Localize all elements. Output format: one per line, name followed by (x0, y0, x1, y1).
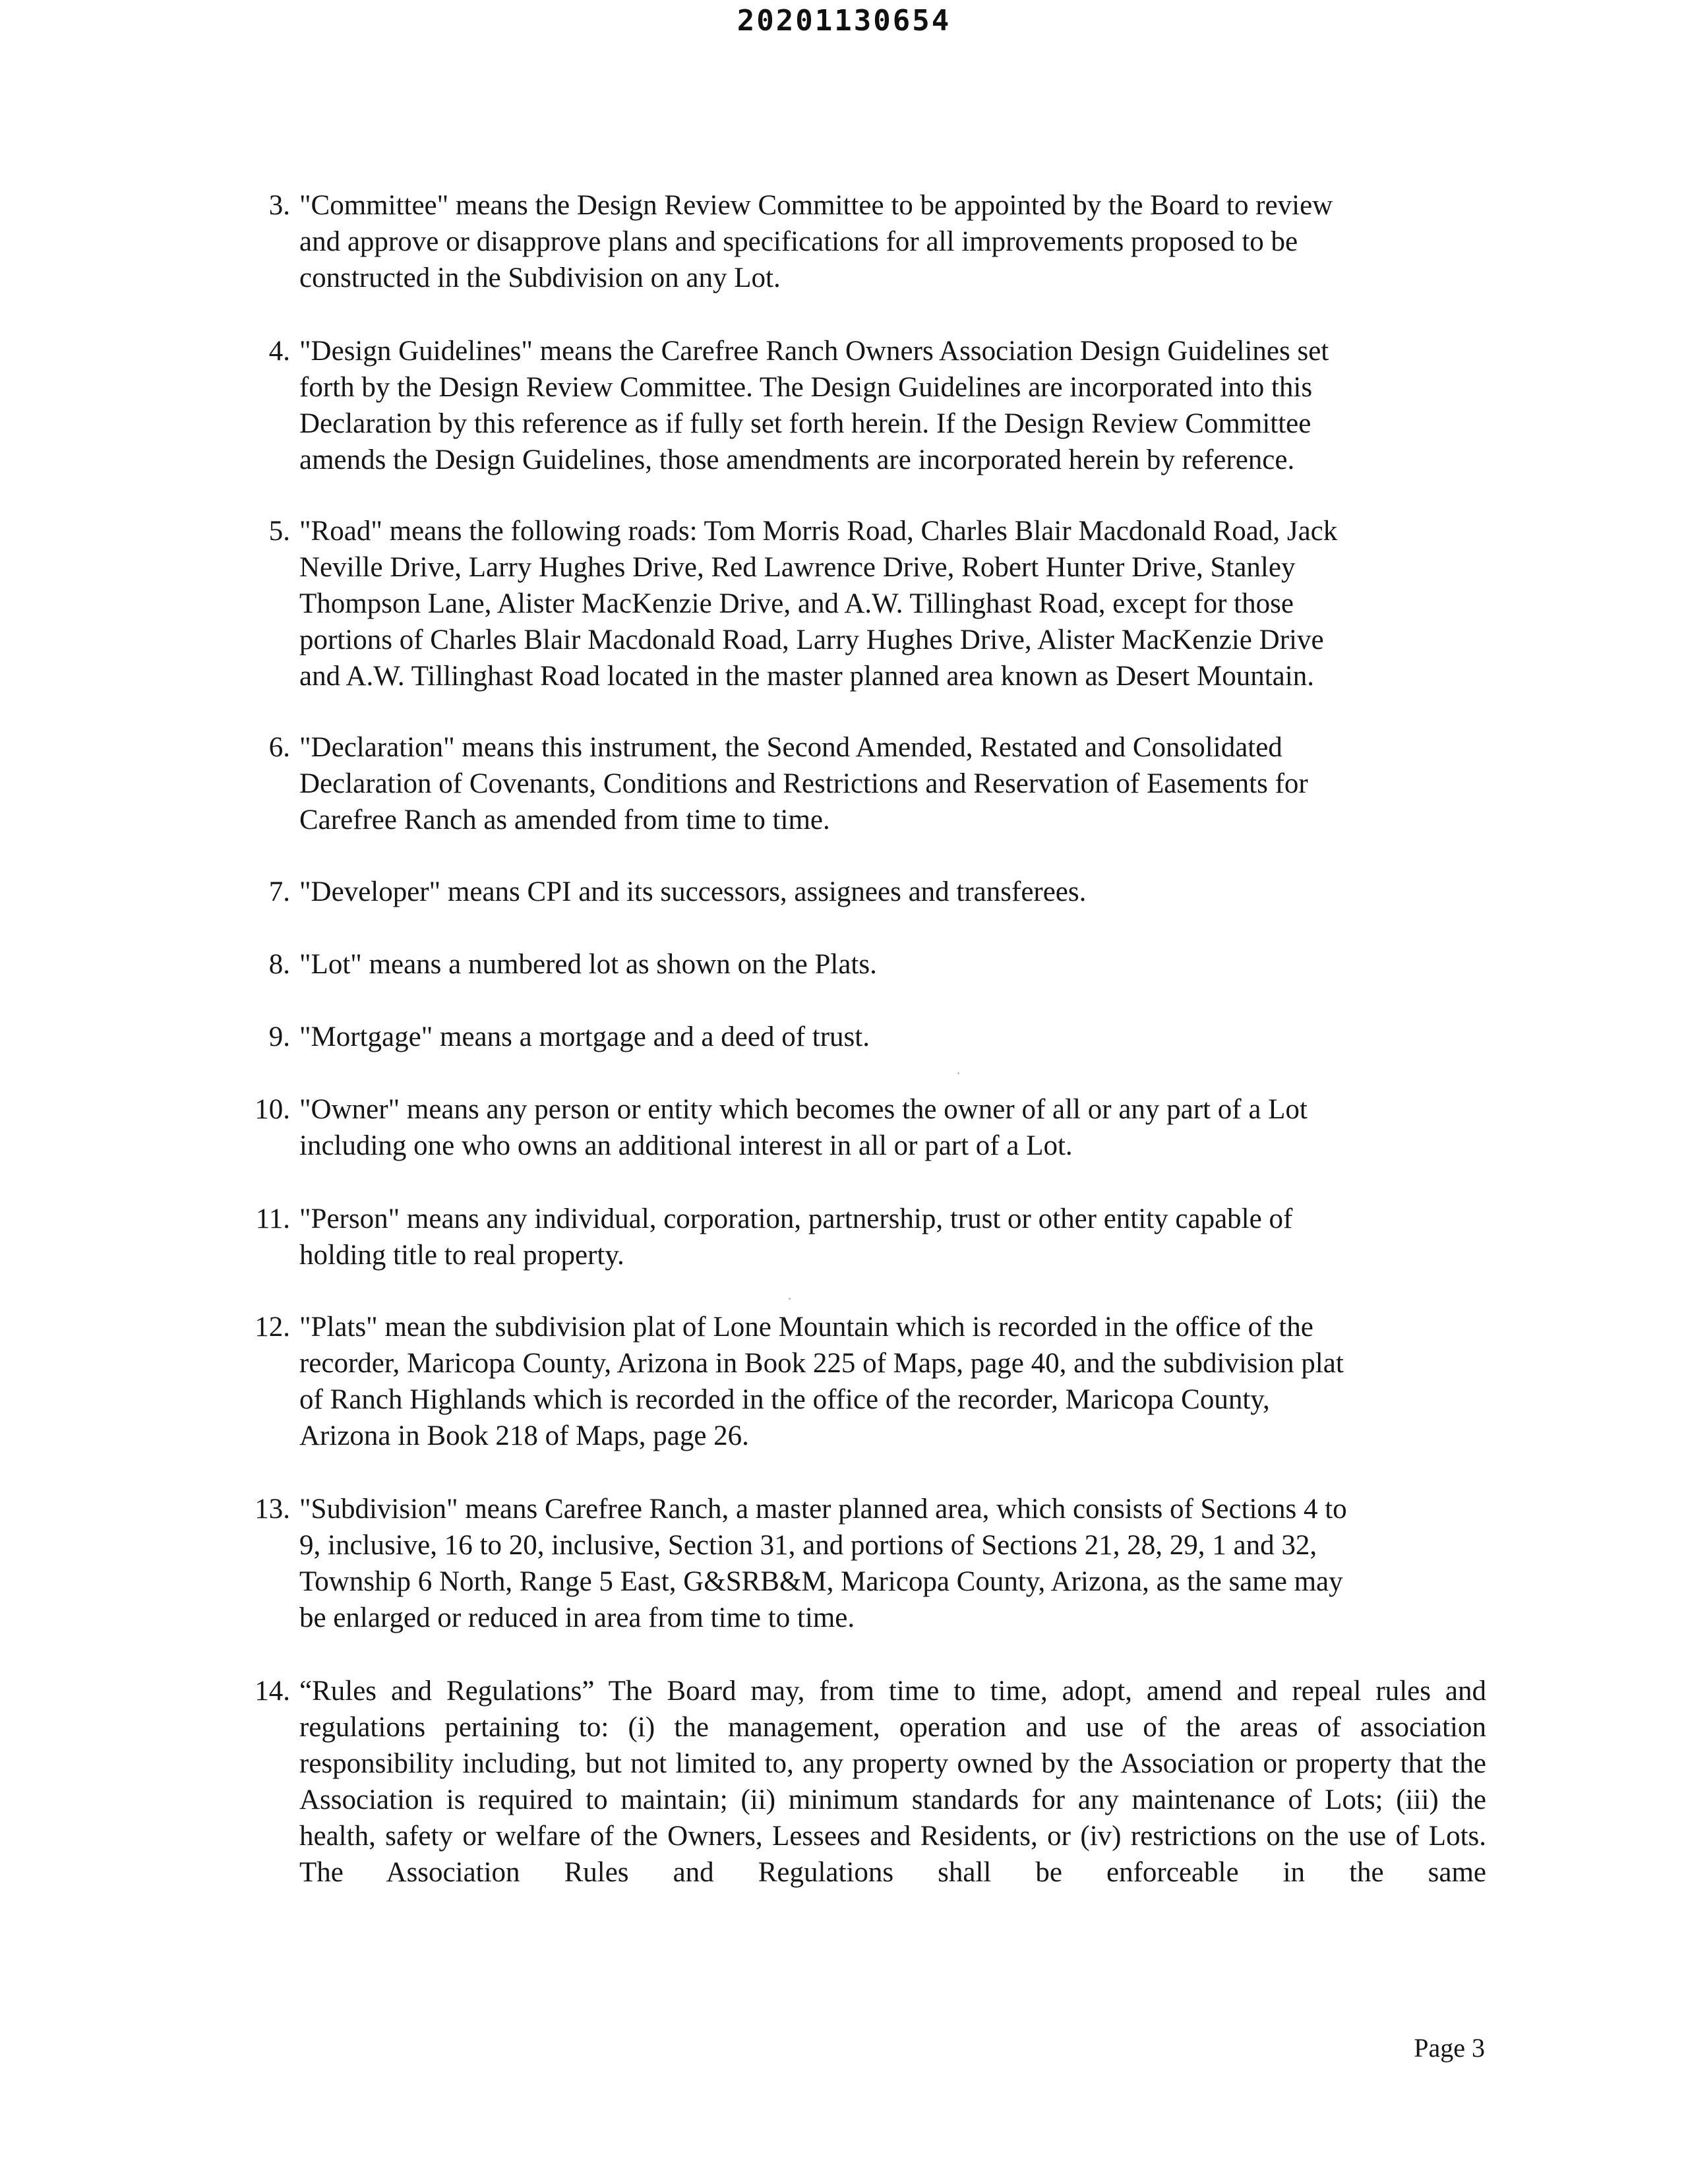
definition-number: 8. (268, 949, 290, 980)
definition-text: "Plats" mean the subdivision plat of Lone Mountain which is recorded in the office of the recorder, Maricopa County, Arizona in Book 225 of Maps, page 40, and the subdivision plat of Ranch Highlands which is recorded in the office of the recorder, Maricopa County, Arizona in Book 218 of Maps, page 26. (299, 1312, 1344, 1451)
definition-item-mortgage (237, 1019, 1490, 1055)
definition-item-rules-and-regulations (237, 1673, 1490, 1891)
definition-item-lot (237, 946, 1490, 983)
definition-text: "Subdivision" means Carefree Ranch, a master planned area, which consists of Sections 4 to 9, inclusive, 16 to 20, inclusive, Section 31, and portions of Sections 21, 28, 29, 1 and 32, Township 6 North, Range 5 East, G&SRB&M, Maricopa County, Arizona, as the same may be enlarged or reduced in area from time to time. (299, 1494, 1347, 1633)
definition-text: "Committee" means the Design Review Committee to be appointed by the Board to review and approve or disapprove plans and specifications for all improvements proposed to be constructed in the Subdivision on any Lot. (299, 190, 1333, 293)
definition-text: "Developer" means CPI and its successors, assignees and transferees. (299, 876, 1087, 907)
definition-number: 12. (255, 1312, 290, 1343)
page-number: Page 3 (1414, 2033, 1485, 2063)
definition-text: "Design Guidelines" means the Carefree Ranch Owners Association Design Guidelines set forth by the Design Review Committee. The Design Guidelines are incorporated into this Declaration by this reference as if fully set forth herein. If the Design Review Committee amends the Design Guidelines, those amendments are incorporated herein by reference. (299, 336, 1329, 475)
definition-text: “Rules and Regulations” The Board may, from time to time, adopt, amend and repeal rules and regulations pertaining to: (i) the management, operation and use of the areas of association responsibility including, but not limited to, any property owned by the Association or property that the Association is required to maintain; (ii) minimum standards for any maintenance of Lots; (iii) the health, safety or welfare of the Owners, Lessees and Residents, or (iv) restrictions on the use of Lots. The Association Rules and Regulations shall be enforceable in the same (299, 1676, 1486, 1888)
definition-number: 7. (268, 876, 290, 907)
scan-speck (957, 1072, 959, 1074)
definition-item-subdivision (237, 1491, 1490, 1636)
definition-item-plats (237, 1309, 1490, 1454)
definition-item-owner (237, 1091, 1490, 1164)
definition-item-person (237, 1201, 1490, 1273)
definition-item-road (237, 513, 1490, 694)
definition-number: 5. (268, 516, 290, 547)
definition-item-committee (237, 187, 1490, 296)
definition-item-design-guidelines (237, 333, 1490, 478)
definition-item-developer (237, 874, 1490, 910)
definition-number: 14. (255, 1676, 290, 1707)
recording-number: 20201130654 (737, 4, 951, 38)
definition-number: 6. (268, 732, 290, 763)
definition-text: "Owner" means any person or entity which becomes the owner of all or any part of a Lot including one who owns an additional interest in all or part of a Lot. (299, 1094, 1308, 1161)
definition-number: 4. (268, 336, 290, 367)
definition-number: 13. (255, 1494, 290, 1525)
definition-text: "Mortgage" means a mortgage and a deed of trust. (299, 1021, 870, 1052)
scan-speck (789, 1298, 791, 1300)
definition-number: 10. (255, 1094, 290, 1125)
definition-number: 3. (268, 190, 290, 221)
definition-text: "Declaration" means this instrument, the Second Amended, Restated and Consolidated Declaration of Covenants, Conditions and Restrictions and Reservation of Easements for Carefree Ranch as amended from time to time. (299, 732, 1308, 835)
definition-number: 11. (255, 1203, 290, 1234)
definition-text: "Person" means any individual, corporation, partnership, trust or other entity capable of holding title to real property. (299, 1203, 1293, 1271)
definition-item-declaration (237, 729, 1490, 838)
definition-number: 9. (268, 1021, 290, 1052)
definition-text: "Lot" means a numbered lot as shown on the Plats. (299, 949, 877, 980)
definition-text: "Road" means the following roads: Tom Morris Road, Charles Blair Macdonald Road, Jack Neville Drive, Larry Hughes Drive, Red Lawrence Drive, Robert Hunter Drive, Stanley Thompson Lane, Alister MacKenzie Drive, and A.W. Tillinghast Road, except for those portions of Charles Blair Macdonald Road, Larry Hughes Drive, Alister MacKenzie Drive and A.W. Tillinghast Road located in the master planned area known as Desert Mountain. (299, 516, 1338, 692)
